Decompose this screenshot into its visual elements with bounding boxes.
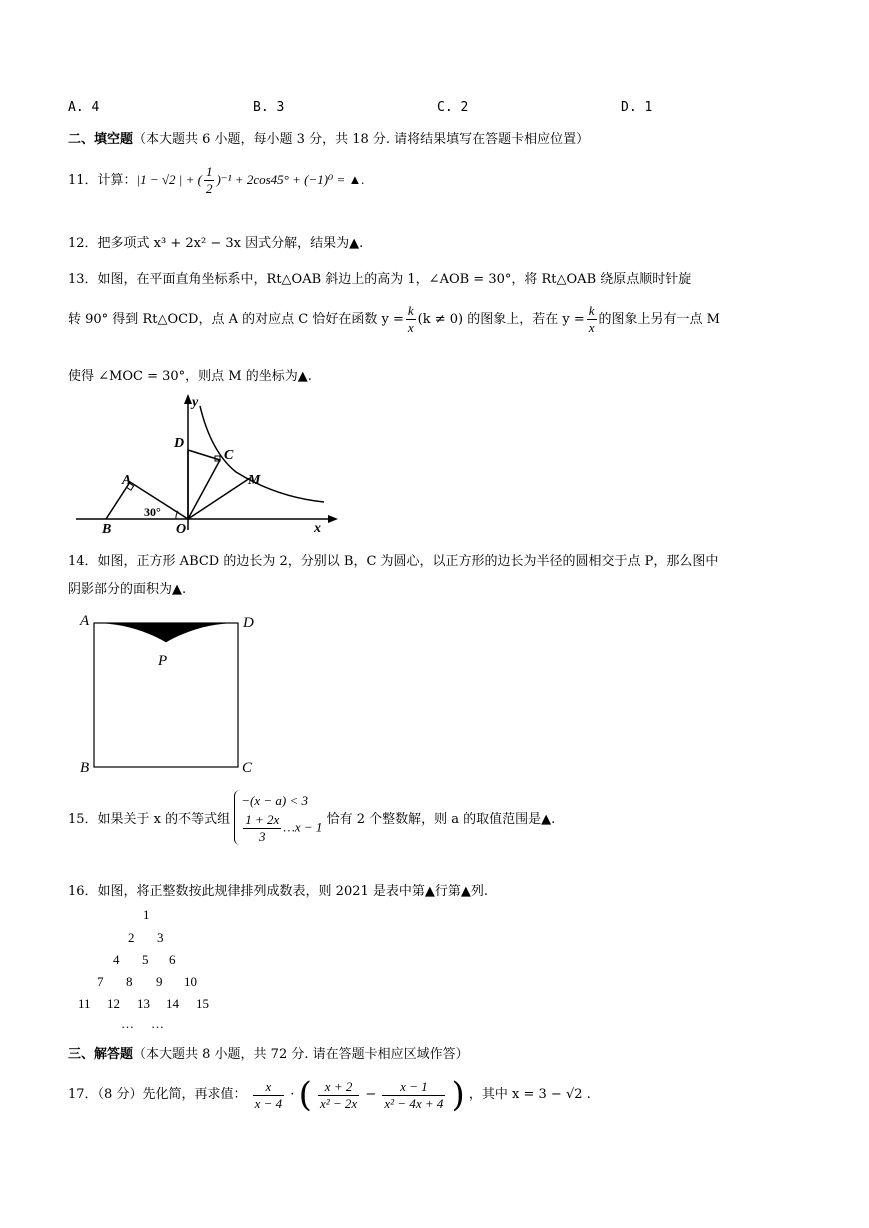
fig14-label-A: A <box>80 613 90 629</box>
triangle-cell: 14 <box>166 996 179 1011</box>
fig13-label-y: y <box>192 395 199 410</box>
q15-row1: −(x − a) < 3 <box>241 793 309 808</box>
q11-frac-den: 2 <box>205 181 213 196</box>
triangle-cell: 6 <box>169 952 176 967</box>
triangle-cell: 9 <box>156 974 163 989</box>
fig13-label-D: D <box>174 436 185 451</box>
triangle-cell: 7 <box>97 974 104 989</box>
q13-line2-part-c: 的图象上另有一点 M <box>598 312 720 327</box>
q11-frac-num: 1 <box>205 164 213 179</box>
option-c: C. 2 <box>437 100 469 115</box>
q17-suffix: ，其中 x = 3 − √2 . <box>468 1087 591 1102</box>
q13-line2-part-b: (k ≠ 0) 的图象上，若在 y = <box>417 312 585 327</box>
q17-f3-den: x² − 4x + 4 <box>384 1095 444 1111</box>
q17-f3-num: x − 1 <box>382 1079 445 1096</box>
q17-f1-num: x <box>253 1079 285 1096</box>
q17-prefix: 17．（8 分）先化简，再求值： <box>68 1087 247 1102</box>
fig13-label-B: B <box>102 522 112 534</box>
fig14-label-C: C <box>242 760 253 776</box>
option-d: D. 1 <box>621 100 653 115</box>
triangle-cell: 12 <box>107 996 120 1011</box>
triangle-cell: 2 <box>128 930 135 945</box>
q17-f1-den: x − 4 <box>254 1095 283 1111</box>
fig13-angle-label: 30° <box>144 505 161 519</box>
triangle-cell: … <box>151 1016 164 1031</box>
fig14-label-B: B <box>80 760 90 776</box>
section-3-note: （本大题共 8 小题，共 72 分. 请在答题卡相应区域作答） <box>133 1047 469 1062</box>
triangle-cell: 3 <box>157 930 164 945</box>
fig13-label-x: x <box>314 521 321 534</box>
question-14-line2: 阴影部分的面积为▲. <box>68 582 187 597</box>
question-16: 16．如图，将正整数按此规律排列成数表，则 2021 是表中第▲行第▲列. <box>68 884 489 899</box>
triangle-cell: 4 <box>113 952 120 967</box>
fig13-label-M: M <box>248 473 261 488</box>
section-2-title: 二、填空题 <box>68 132 134 147</box>
triangle-cell: 11 <box>78 996 91 1011</box>
triangle-cell: 10 <box>184 974 197 989</box>
question-17: 17．（8 分）先化简，再求值： $\frac{x}{x - 4}$ · ( $\frac{x + 2}{\text{x² − 2x}}$ − $\frac{x - 1}{\text{x² − 4x + 4}}$ ) ，其中 x = 3 − √2 . <box>68 1075 591 1115</box>
option-a: A. 4 <box>68 100 100 115</box>
triangle-cell: … <box>121 1016 134 1031</box>
section-3-title: 三、解答题 <box>68 1047 134 1062</box>
question-13-line1: 13．如图，在平面直角坐标系中，Rt△OAB 斜边上的高为 1，∠AOB = 30°，将 Rt△OAB 绕原点顺时针旋 <box>68 272 692 287</box>
fig13-label-A: A <box>122 473 132 488</box>
q13-line2-part-a: 转 90° 得到 Rt△OCD，点 A 的对应点 C 恰好在函数 y = <box>68 312 404 327</box>
q11-number: 11．计算： <box>68 173 137 188</box>
q13-frac2-den: x <box>588 320 595 335</box>
question-13-line3: 使得 ∠MOC = 30°，则点 M 的坐标为▲. <box>68 369 312 384</box>
q11-expr-a: |1 − √2 | + ( <box>136 172 202 187</box>
option-b: B. 3 <box>253 100 285 115</box>
question-12: 12．把多项式 x³ + 2x² − 3x 因式分解，结果为▲. <box>68 236 364 251</box>
triangle-cell: 13 <box>137 996 150 1011</box>
q13-frac2-num: k <box>588 303 595 318</box>
q15-row2-den: 3 <box>259 829 266 844</box>
section-3-header <box>68 1043 469 1062</box>
q17-fraction-1 <box>253 1079 285 1112</box>
q17-fraction-3 <box>382 1079 445 1112</box>
q15-suffix: 恰有 2 个整数解，则 a 的取值范围是▲. <box>326 812 556 827</box>
q15-row2-tail: …x − 1 <box>283 819 323 835</box>
fig14-label-P: P <box>158 653 168 669</box>
fig13-label-O: O <box>176 522 187 534</box>
triangle-cell: 8 <box>126 974 133 989</box>
section-2-note: （本大题共 6 小题，每小题 3 分，共 18 分. 请将结果填写在答题卡相应位置） <box>133 132 590 147</box>
fig14-label-D: D <box>243 615 254 631</box>
q17-f2-num: x + 2 <box>318 1079 359 1096</box>
q17-f2-den: x² − 2x <box>319 1095 358 1111</box>
fig13-label-C: C <box>224 448 234 463</box>
triangle-cell: 15 <box>196 996 209 1011</box>
q15-row2-num: 1 + 2x <box>245 812 280 827</box>
triangle-cell: 1 <box>143 907 150 922</box>
q13-frac1-num: k <box>407 303 414 318</box>
triangle-cell: 5 <box>142 952 149 967</box>
question-14-line1: 14．如图，正方形 ABCD 的边长为 2，分别以 B，C 为圆心，以正方形的边长为半径的圆相交于点 P，那么图中 <box>68 554 719 569</box>
q17-fraction-2 <box>318 1079 359 1112</box>
q11-expr-b: )⁻¹ + 2cos45° + (−1)⁰ = ▲. <box>216 172 365 187</box>
q13-frac1-den: x <box>407 320 414 335</box>
q15-prefix: 15．如果关于 x 的不等式组 <box>68 812 231 827</box>
